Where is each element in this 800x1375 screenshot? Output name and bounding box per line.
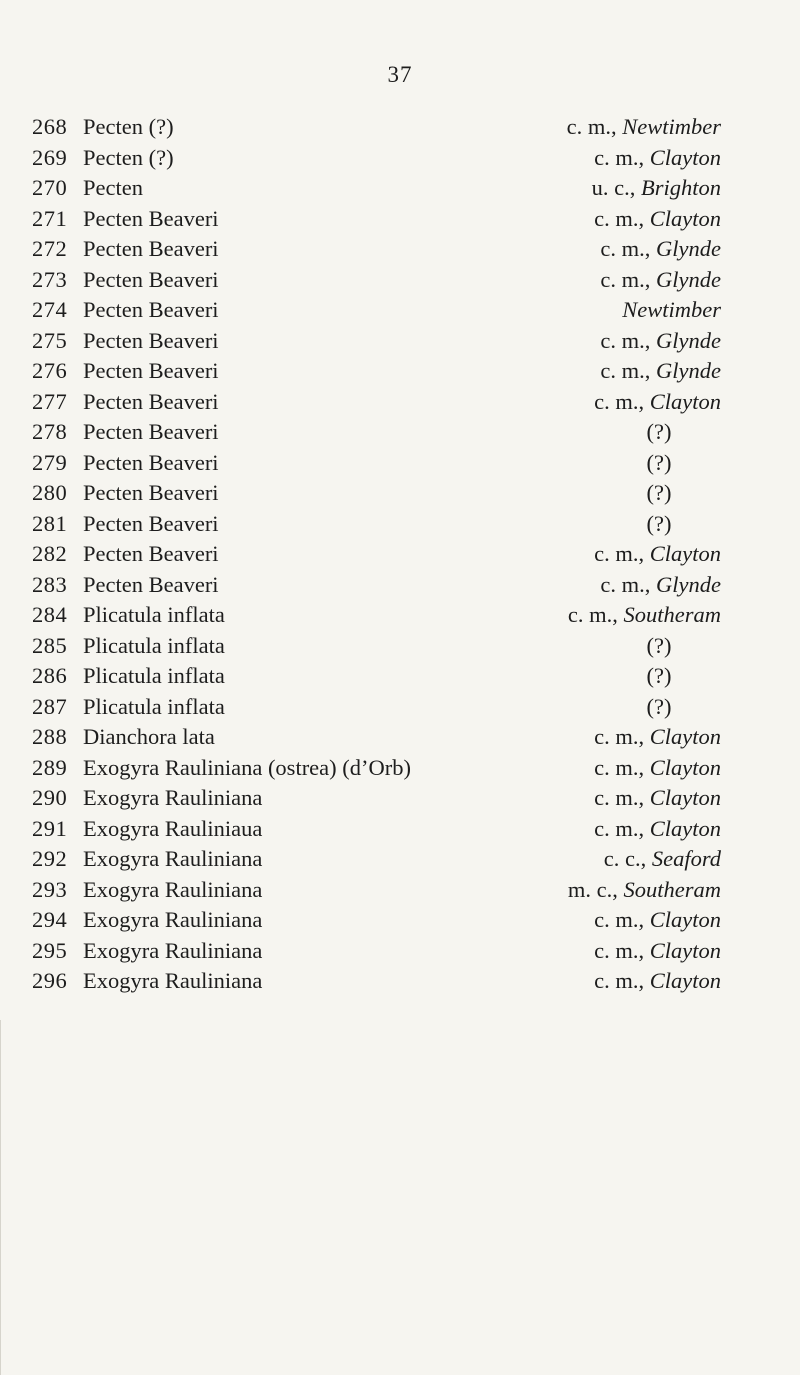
formation-code: c. m.,	[594, 937, 650, 963]
locality-unknown: (?)	[646, 419, 672, 444]
formation-code: c. m.,	[594, 388, 650, 414]
locality-cell	[567, 112, 721, 143]
specimen-number: 279	[32, 449, 68, 475]
locality-name: Clayton	[649, 785, 721, 810]
locality-name: Clayton	[649, 968, 721, 993]
locality-unknown: (?)	[646, 510, 672, 536]
specimen-row	[0, 783, 800, 814]
specimen-number: 296	[32, 968, 68, 993]
locality-cell	[594, 814, 721, 845]
specimen-row	[0, 326, 800, 357]
species-name: Pecten Beaveri	[83, 266, 219, 292]
specimen-number: 289	[32, 754, 68, 780]
specimen-number: 272	[32, 236, 68, 261]
formation-code: c. m.,	[594, 815, 650, 841]
specimen-number: 270	[32, 175, 68, 200]
specimen-row	[0, 295, 800, 326]
specimen-row	[0, 387, 800, 418]
locality-name: Brighton	[640, 175, 721, 200]
specimen-row	[0, 478, 800, 509]
locality-name: Clayton	[649, 754, 721, 780]
formation-code: c. m.,	[594, 541, 650, 566]
locality-name: Glynde	[656, 236, 721, 261]
specimen-number: 269	[32, 144, 68, 170]
species-name: Pecten Beaveri	[83, 449, 219, 475]
locality-unknown: (?)	[646, 632, 672, 658]
formation-code: c. m.,	[594, 724, 650, 749]
specimen-number: 292	[32, 846, 68, 871]
specimen-number: 275	[32, 327, 68, 353]
formation-code: c. m.,	[594, 968, 650, 993]
locality-name: Southeram	[623, 876, 721, 902]
locality-cell	[594, 966, 721, 997]
locality-name: Southeram	[623, 602, 721, 627]
species-name: Plicatula inflata	[83, 602, 225, 627]
specimen-number: 287	[32, 693, 68, 719]
locality-cell	[594, 905, 721, 936]
formation-code: c. m.,	[567, 602, 624, 627]
locality-cell	[594, 753, 721, 784]
species-name: Exogyra Rauliniana	[83, 968, 263, 993]
specimen-number: 295	[32, 937, 68, 963]
specimen-number: 274	[32, 297, 68, 322]
specimen-number: 278	[32, 419, 68, 444]
locality-name: Clayton	[649, 205, 721, 231]
locality-unknown: (?)	[646, 693, 672, 719]
specimen-row	[0, 112, 800, 143]
locality-cell	[594, 143, 721, 174]
locality-cell	[594, 204, 721, 235]
locality-name: Clayton	[649, 724, 721, 749]
specimen-row	[0, 631, 800, 662]
locality-cell	[594, 936, 721, 967]
specimen-number: 291	[32, 815, 68, 841]
locality-cell	[600, 570, 721, 601]
locality-cell	[568, 600, 721, 631]
formation-code: u. c.,	[591, 175, 641, 200]
specimen-list	[0, 112, 800, 997]
species-name: Pecten Beaveri	[83, 358, 219, 383]
specimen-row	[0, 509, 800, 540]
locality-name: Glynde	[656, 571, 721, 597]
specimen-number: 268	[32, 114, 68, 139]
specimen-row	[0, 692, 800, 723]
species-name: Plicatula inflata	[83, 693, 225, 719]
page-number: 37	[387, 62, 413, 87]
locality-cell	[604, 844, 721, 875]
species-name: Pecten (?)	[83, 114, 174, 139]
formation-code: c. m.,	[594, 144, 650, 170]
formation-code: c. m.,	[600, 236, 657, 261]
species-name: Pecten Beaveri	[83, 541, 219, 566]
locality-cell	[594, 783, 721, 814]
specimen-row	[0, 265, 800, 296]
locality-cell	[600, 234, 721, 265]
specimen-row	[0, 905, 800, 936]
species-name: Pecten Beaveri	[83, 236, 219, 261]
formation-code: c. m.,	[594, 785, 650, 810]
specimen-row	[0, 844, 800, 875]
specimen-number: 288	[32, 724, 68, 749]
specimen-number: 293	[32, 876, 68, 902]
species-name: Plicatula inflata	[83, 632, 225, 658]
specimen-row	[0, 539, 800, 570]
specimen-row	[0, 448, 800, 479]
locality-cell	[600, 326, 721, 357]
specimen-number: 271	[32, 205, 68, 231]
locality-cell	[622, 295, 721, 326]
locality-cell	[594, 539, 721, 570]
locality-name: Clayton	[649, 541, 721, 566]
specimen-number: 286	[32, 663, 68, 688]
specimen-number: 284	[32, 602, 68, 627]
specimen-number: 280	[32, 480, 68, 505]
species-name: Pecten Beaveri	[83, 571, 219, 597]
species-name: Pecten Beaveri	[83, 388, 219, 414]
species-name: Dianchora lata	[83, 724, 215, 749]
formation-code: m. c.,	[567, 876, 624, 902]
specimen-number: 273	[32, 266, 68, 292]
specimen-row	[0, 600, 800, 631]
species-name: Exogyra Rauliniana	[83, 937, 263, 963]
specimen-number: 277	[32, 388, 68, 414]
species-name: Pecten Beaveri	[83, 297, 219, 322]
locality-name: Newtimber	[622, 114, 721, 139]
locality-unknown: (?)	[646, 449, 672, 475]
specimen-row	[0, 417, 800, 448]
locality-name: Clayton	[649, 907, 721, 932]
formation-code: c. m.,	[566, 114, 623, 139]
specimen-number: 282	[32, 541, 68, 566]
specimen-row	[0, 966, 800, 997]
locality-cell	[592, 173, 721, 204]
species-name: Pecten Beaveri	[83, 480, 219, 505]
specimen-number: 290	[32, 785, 68, 810]
specimen-row	[0, 356, 800, 387]
species-name: Plicatula inflata	[83, 663, 225, 688]
specimen-row	[0, 570, 800, 601]
locality-name: Newtimber	[622, 297, 721, 322]
specimen-row	[0, 936, 800, 967]
locality-name: Clayton	[649, 388, 721, 414]
specimen-row	[0, 814, 800, 845]
locality-cell	[600, 265, 721, 296]
locality-unknown: (?)	[646, 480, 672, 505]
locality-unknown: (?)	[646, 663, 672, 688]
species-name: Exogyra Rauliniana	[83, 907, 263, 932]
specimen-row	[0, 661, 800, 692]
locality-name: Clayton	[649, 937, 721, 963]
formation-code: c. c.,	[603, 846, 652, 871]
specimen-number: 285	[32, 632, 68, 658]
formation-code: c. m.,	[594, 907, 650, 932]
locality-cell	[594, 387, 721, 418]
specimen-number: 276	[32, 358, 68, 383]
locality-cell	[568, 875, 721, 906]
specimen-number: 283	[32, 571, 68, 597]
species-name: Pecten (?)	[83, 144, 174, 170]
specimen-row	[0, 875, 800, 906]
specimen-row	[0, 722, 800, 753]
species-name: Exogyra Rauliniana	[83, 876, 263, 902]
species-name: Pecten Beaveri	[83, 205, 219, 231]
species-name: Pecten Beaveri	[83, 510, 219, 536]
species-name: Exogyra Rauliniana	[83, 846, 263, 871]
specimen-row	[0, 753, 800, 784]
species-name: Pecten Beaveri	[83, 419, 219, 444]
page-margin-line	[0, 1020, 1, 1375]
locality-name: Clayton	[649, 144, 721, 170]
formation-code: c. m.,	[600, 327, 657, 353]
formation-code: c. m.,	[600, 266, 657, 292]
locality-name: Glynde	[656, 266, 721, 292]
specimen-number: 281	[32, 510, 68, 536]
formation-code: c. m.,	[600, 571, 657, 597]
formation-code: c. m.,	[594, 205, 650, 231]
species-name: Exogyra Rauliniana	[83, 785, 263, 810]
locality-name: Glynde	[656, 358, 721, 383]
species-name: Exogyra Rauliniaua	[83, 815, 263, 841]
formation-code: c. m.,	[600, 358, 657, 383]
locality-cell	[594, 722, 721, 753]
specimen-row	[0, 143, 800, 174]
specimen-number: 294	[32, 907, 68, 932]
specimen-row	[0, 204, 800, 235]
species-name: Pecten Beaveri	[83, 327, 219, 353]
locality-name: Clayton	[649, 815, 721, 841]
specimen-row	[0, 234, 800, 265]
species-name: Pecten	[83, 175, 143, 200]
specimen-row	[0, 173, 800, 204]
formation-code: c. m.,	[594, 754, 650, 780]
locality-name: Seaford	[651, 846, 721, 871]
species-name: Exogyra Rauliniana (ostrea) (d’Orb)	[83, 754, 411, 780]
locality-name: Glynde	[656, 327, 721, 353]
locality-cell	[600, 356, 721, 387]
